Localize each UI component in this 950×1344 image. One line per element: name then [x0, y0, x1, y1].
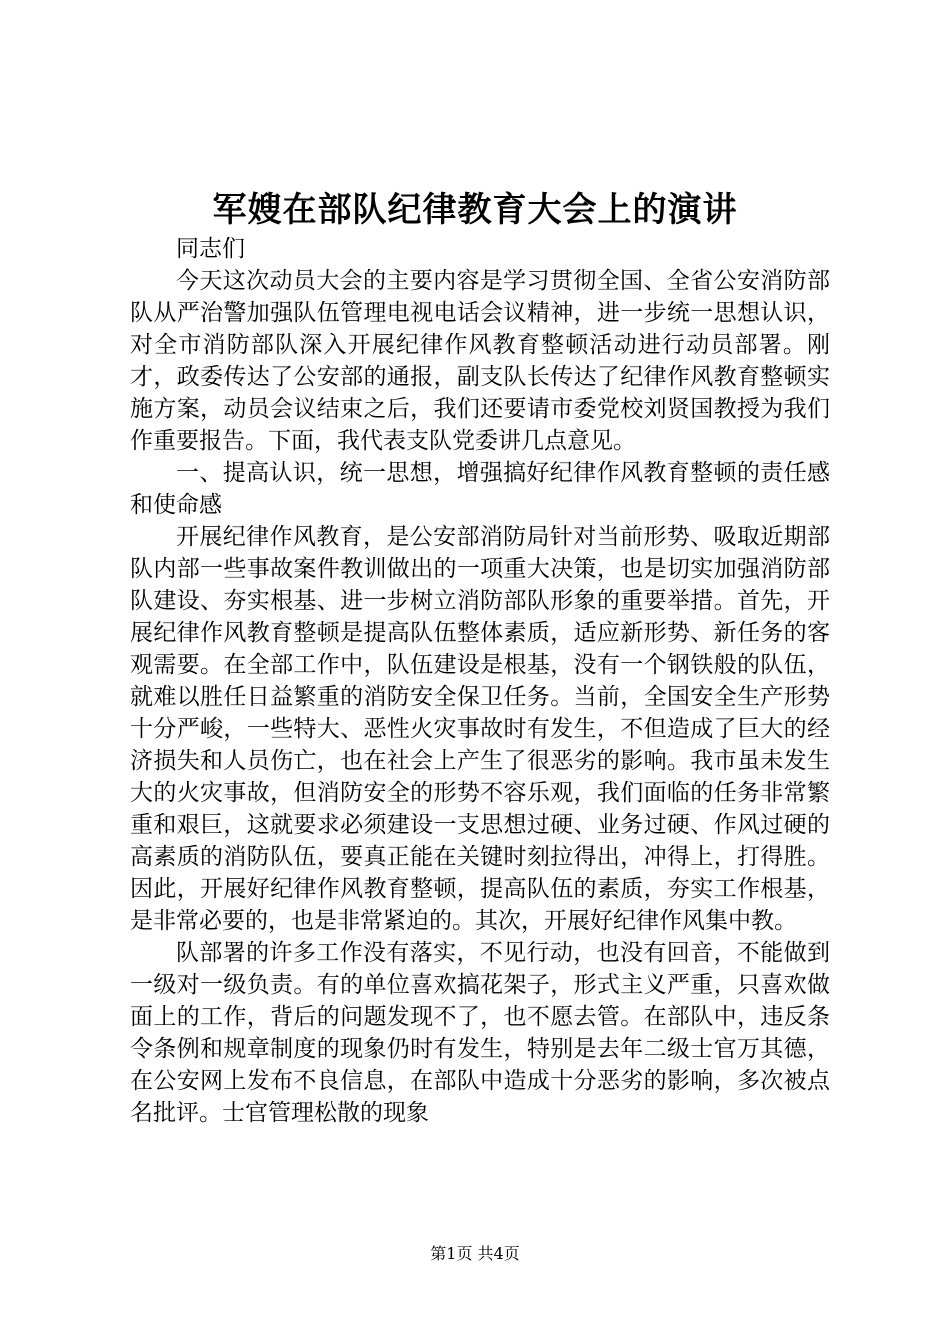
body-paragraph: 开展纪律作风教育，是公安部消防局针对当前形势、吸取近期部队内部一些事故案件教训做出的一项重大决策，也是切实加强消防部队建设、夯实根基、进一步树立消防部队形象的重要举措。首先，开展纪律作风教育整顿是提高队伍整体素质，适应新形势、新任务的客观需要。在全部工作中，队伍建设是根基，没有一个钢铁般的队伍，就难以胜任日益繁重的消防安全保卫任务。当前，全国安全生产形势十分严峻，一些特大、恶性火灾事故时有发生，不但造成了巨大的经济损失和人员伤亡，也在社会上产生了很恶劣的影响。我市虽未发生大的火灾事故，但消防安全的形势不容乐观，我们面临的任务非常繁重和艰巨，这就要求必须建设一支思想过硬、业务过硬、作风过硬的高素质的消防队伍，要真正能在关键时刻拉得出，冲得上，打得胜。因此，开展好纪律作风教育整顿，提高队伍的素质，夯实工作根基，是非常必要的，也是非常紧迫的。其次，开展好纪律作风集中教。 — [130, 524, 830, 934]
body-paragraph: 队部署的许多工作没有落实，不见行动，也没有回音，不能做到一级对一级负责。有的单位喜欢搞花架子，形式主义严重，只喜欢做面上的工作，背后的问题发现不了，也不愿去管。在部队中，违反条令条例和规章制度的现象仍时有发生，特别是去年二级士官万其德，在公安网上发布不良信息，在部队中造成十分恶劣的影响，多次被点名批评。士官管理松散的现象 — [130, 940, 830, 1126]
document-body — [130, 233, 830, 1129]
body-paragraph: 今天这次动员大会的主要内容是学习贯彻全国、全省公安消防部队从严治警加强队伍管理电视电话会议精神，进一步统一思想认识，对全市消防部队深入开展纪律作风教育整顿活动进行动员部署。刚才，政委传达了公安部的通报，副支队长传达了纪律作风教育整顿实施方案，动员会议结束之后，我们还要请市委党校刘贤国教授为我们作重要报告。下面，我代表支队党委讲几点意见。 — [130, 268, 830, 454]
section-heading-paragraph: 一、提高认识，统一思想，增强搞好纪律作风教育整顿的责任感和使命感 — [130, 460, 830, 518]
page-title: 军嫂在部队纪律教育大会上的演讲 — [212, 190, 738, 230]
salutation-paragraph: 同志们 — [176, 236, 245, 262]
page-number-footer: 第1页 共4页 — [430, 1244, 520, 1263]
